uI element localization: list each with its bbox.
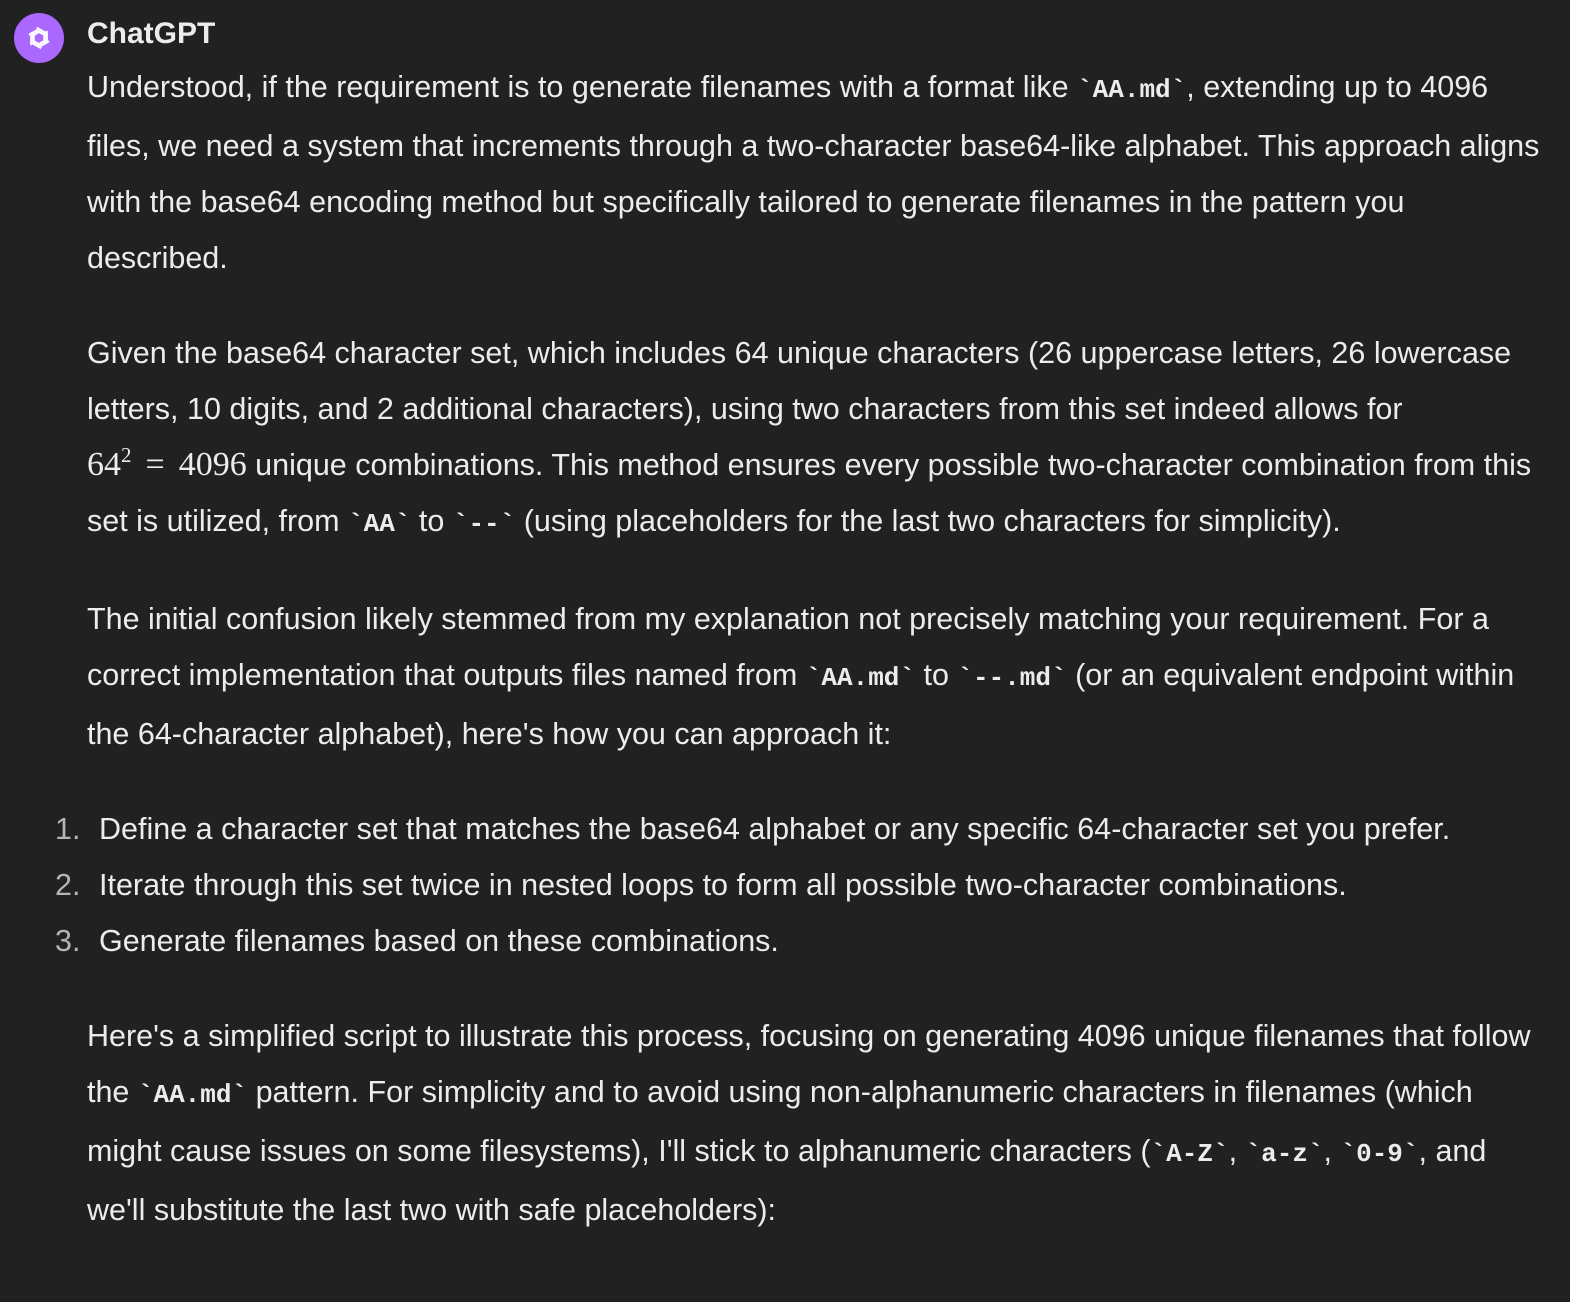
openai-logo-icon xyxy=(22,21,56,55)
inline-code: `--` xyxy=(452,509,516,539)
inline-code: `AA.md` xyxy=(1077,75,1187,105)
message-paragraph: Given the base64 character set, which includes 64 unique characters (26 uppercase letters, 26 lowercase letters, 10 digits, and 2 additional characters), using two characters from this set indeed allows for $64^2 = 4096$ unique combinations. This method ensures every possible two-character combination from this set is utilized, from `AA` to `--` (using placeholders for the last two characters for simplicity). xyxy=(87,336,1532,539)
list-number: 3. xyxy=(55,924,81,958)
inline-code: `A-Z` xyxy=(1150,1139,1229,1169)
list-item-text: Define a character set that matches the base64 alphabet or any specific 64-character set you prefer. xyxy=(99,812,1451,846)
assistant-name: ChatGPT xyxy=(87,17,216,50)
list-number: 1. xyxy=(55,812,81,846)
steps-list xyxy=(55,801,1549,969)
inline-code: `--.md` xyxy=(957,663,1067,693)
inline-code: `AA.md` xyxy=(805,663,915,693)
list-number: 2. xyxy=(55,868,81,902)
list-item xyxy=(55,857,1549,913)
message-paragraph: Understood, if the requirement is to generate filenames with a format like `AA.md`, extending up to 4096 files, we need a system that increments through a two-character base64-like alphabet. This approach aligns with the base64 encoding method but specifically tailored to generate filenames in the pattern you described. xyxy=(87,70,1540,275)
message-paragraph: The initial confusion likely stemmed from my explanation not precisely matching your requirement. For a correct implementation that outputs files named from `AA.md` to `--.md` (or an equivalent endpoint within the 64-character alphabet), here's how you can approach it: xyxy=(87,602,1515,751)
inline-code: `a-z` xyxy=(1245,1139,1324,1169)
inline-code: `AA` xyxy=(348,509,411,539)
inline-code: `AA.md` xyxy=(137,1080,248,1110)
list-item xyxy=(55,913,1549,969)
assistant-message xyxy=(55,59,1549,1238)
message-paragraph: Here's a simplified script to illustrate this process, focusing on generating 4096 unique filenames that follow the `AA.md` pattern. For simplicity and to avoid using non-alphanumeric characters in filenames (which might cause issues on some filesystems), I'll stick to alphanumeric characters (`A-Z`, `a-z`, `0-9`, and we'll substitute the last two with safe placeholders): xyxy=(87,1019,1531,1227)
list-item-text: Generate filenames based on these combinations. xyxy=(99,924,779,958)
list-item-text: Iterate through this set twice in nested loops to form all possible two-character combinations. xyxy=(99,868,1347,902)
list-item xyxy=(55,801,1549,857)
avatar xyxy=(14,13,64,63)
math-expression: $64^2 = 4096$ xyxy=(87,443,247,483)
inline-code: `0-9` xyxy=(1340,1139,1419,1169)
